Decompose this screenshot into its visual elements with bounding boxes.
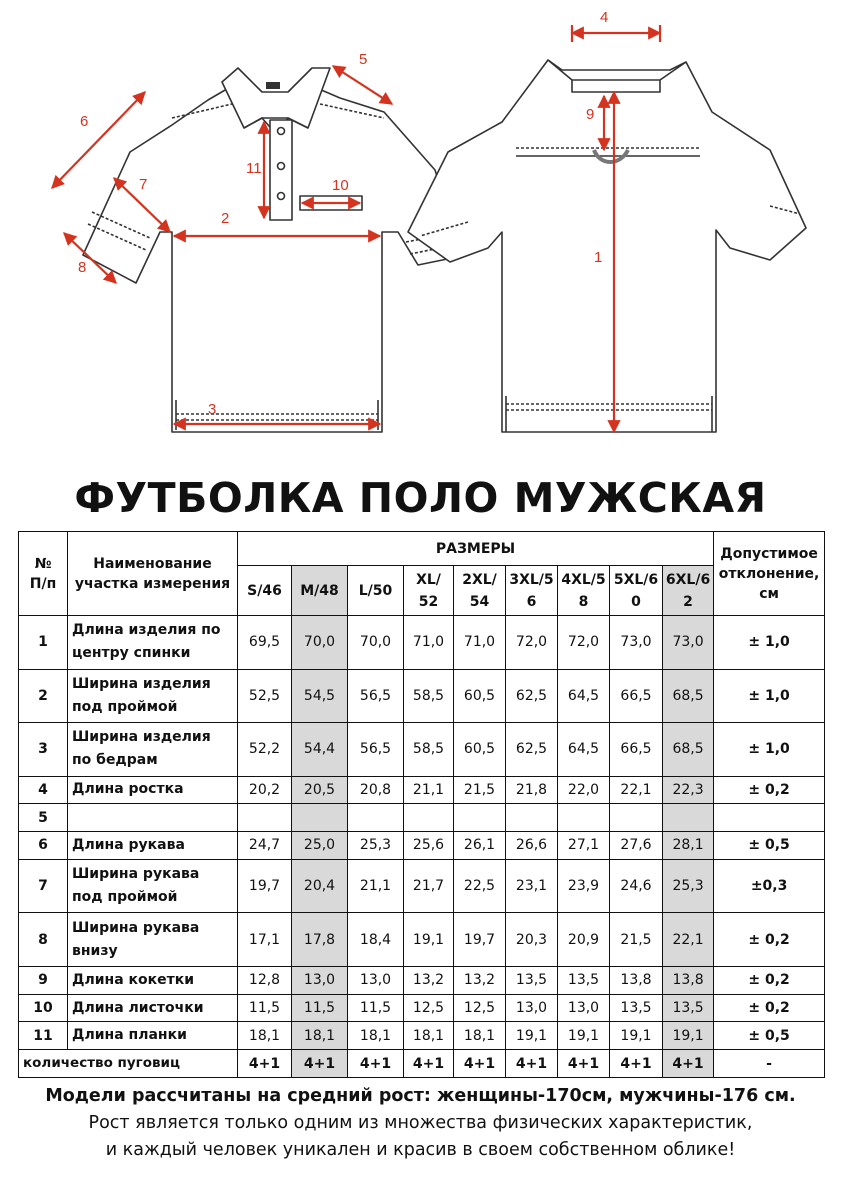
- size-value: 27,1: [558, 832, 610, 860]
- size-value: 71,0: [404, 616, 454, 670]
- buttons-count-label: количество пуговиц: [19, 1050, 238, 1078]
- size-value: 17,8: [292, 913, 348, 967]
- footer-notes: [0, 1083, 841, 1164]
- size-value: 19,1: [404, 913, 454, 967]
- table-row: [19, 913, 825, 967]
- size-value: 66,5: [610, 669, 663, 723]
- size-value: 18,1: [454, 1022, 506, 1050]
- row-number: 8: [19, 913, 68, 967]
- tolerance-value: ± 1,0: [714, 616, 825, 670]
- size-value: 13,5: [558, 966, 610, 994]
- size-value: 21,1: [404, 776, 454, 804]
- size-value: 22,0: [558, 776, 610, 804]
- table-row: [19, 616, 825, 670]
- size-value: 25,3: [348, 832, 404, 860]
- size-value: 18,4: [348, 913, 404, 967]
- size-value: [404, 804, 454, 832]
- size-value: [348, 804, 404, 832]
- label-9: 9: [586, 106, 595, 123]
- size-value: 25,3: [663, 859, 714, 913]
- size-value: 60,5: [454, 669, 506, 723]
- measurement-name: Длина изделия по центру спинки: [68, 616, 238, 670]
- size-value: 18,1: [238, 1022, 292, 1050]
- label-11: 11: [246, 160, 262, 177]
- buttons-count-value: 4+1: [292, 1050, 348, 1078]
- size-value: 22,1: [663, 913, 714, 967]
- size-value: 73,0: [663, 616, 714, 670]
- buttons-count-value: 4+1: [663, 1050, 714, 1078]
- measurement-name: [68, 804, 238, 832]
- size-value: 27,6: [610, 832, 663, 860]
- buttons-count-value: 4+1: [610, 1050, 663, 1078]
- label-3: 3: [208, 401, 217, 418]
- row-number: 7: [19, 859, 68, 913]
- polo-shirt-diagram: [0, 0, 841, 450]
- size-value: 13,0: [506, 994, 558, 1022]
- size-header: M/48: [292, 566, 348, 616]
- measurement-name: Ширина изделия по бедрам: [68, 723, 238, 777]
- tolerance-value: ± 1,0: [714, 669, 825, 723]
- size-value: 26,6: [506, 832, 558, 860]
- size-value: 13,0: [292, 966, 348, 994]
- size-value: 20,8: [348, 776, 404, 804]
- size-value: 56,5: [348, 723, 404, 777]
- label-1: 1: [594, 249, 603, 266]
- size-value: [454, 804, 506, 832]
- size-value: 18,1: [348, 1022, 404, 1050]
- size-value: 12,8: [238, 966, 292, 994]
- size-value: 20,9: [558, 913, 610, 967]
- row-number: 9: [19, 966, 68, 994]
- size-value: 12,5: [454, 994, 506, 1022]
- buttons-count-tolerance: -: [714, 1050, 825, 1078]
- size-value: 72,0: [506, 616, 558, 670]
- table-row: [19, 966, 825, 994]
- header-number: № П/п: [19, 532, 68, 616]
- tolerance-value: ±0,3: [714, 859, 825, 913]
- size-value: 62,5: [506, 669, 558, 723]
- size-value: 11,5: [292, 994, 348, 1022]
- size-value: 24,6: [610, 859, 663, 913]
- size-value: 21,5: [610, 913, 663, 967]
- size-value: 64,5: [558, 723, 610, 777]
- size-value: 52,5: [238, 669, 292, 723]
- size-value: 64,5: [558, 669, 610, 723]
- size-value: 13,8: [663, 966, 714, 994]
- page-title: ФУТБОЛКА ПОЛО МУЖСКАЯ: [74, 474, 767, 522]
- size-value: 20,4: [292, 859, 348, 913]
- table-row: [19, 669, 825, 723]
- size-value: 54,5: [292, 669, 348, 723]
- size-table: [18, 531, 825, 1078]
- tolerance-value: ± 0,2: [714, 776, 825, 804]
- table-body: [19, 616, 825, 1078]
- tolerance-value: ± 0,2: [714, 913, 825, 967]
- size-value: 13,5: [610, 994, 663, 1022]
- table-row: [19, 859, 825, 913]
- size-value: 68,5: [663, 723, 714, 777]
- footer-line-3: и каждый человек уникален и красив в своем собственном облике!: [105, 1140, 736, 1160]
- size-value: 19,7: [238, 859, 292, 913]
- footer-line-1: Модели рассчитаны на средний рост: женщины-170см, мужчины-176 см.: [45, 1086, 796, 1106]
- size-value: 17,1: [238, 913, 292, 967]
- table-row: [19, 776, 825, 804]
- size-value: 13,5: [506, 966, 558, 994]
- size-value: 52,2: [238, 723, 292, 777]
- row-number: 3: [19, 723, 68, 777]
- size-value: 68,5: [663, 669, 714, 723]
- size-value: 25,0: [292, 832, 348, 860]
- size-value: [292, 804, 348, 832]
- size-value: 22,5: [454, 859, 506, 913]
- size-value: 21,5: [454, 776, 506, 804]
- size-value: [238, 804, 292, 832]
- tolerance-value: [714, 804, 825, 832]
- header-tolerance: Допустимое отклонение, см: [714, 532, 825, 616]
- size-value: 58,5: [404, 723, 454, 777]
- buttons-count-value: 4+1: [506, 1050, 558, 1078]
- buttons-count-value: 4+1: [454, 1050, 506, 1078]
- label-8: 8: [78, 259, 87, 276]
- size-value: 21,1: [348, 859, 404, 913]
- measurement-name: Длина рукава: [68, 832, 238, 860]
- size-value: 23,9: [558, 859, 610, 913]
- size-header: S/46: [238, 566, 292, 616]
- measurement-name: Ширина рукава внизу: [68, 913, 238, 967]
- size-value: 56,5: [348, 669, 404, 723]
- buttons-count-row: [19, 1050, 825, 1078]
- footer-line-2: Рост является только одним из множества физических характеристик,: [88, 1113, 753, 1133]
- table-row: [19, 832, 825, 860]
- back-view: [408, 60, 806, 432]
- buttons-count-value: 4+1: [348, 1050, 404, 1078]
- measurement-name: Ширина изделия под проймой: [68, 669, 238, 723]
- size-header: XL/ 52: [404, 566, 454, 616]
- row-number: 11: [19, 1022, 68, 1050]
- size-value: 13,2: [404, 966, 454, 994]
- measurement-name: Длина ростка: [68, 776, 238, 804]
- size-value: 66,5: [610, 723, 663, 777]
- size-value: 70,0: [348, 616, 404, 670]
- size-value: [610, 804, 663, 832]
- label-7: 7: [139, 176, 148, 193]
- measurement-name: Длина планки: [68, 1022, 238, 1050]
- size-value: 20,5: [292, 776, 348, 804]
- size-value: 60,5: [454, 723, 506, 777]
- label-10: 10: [332, 177, 349, 194]
- front-view: [83, 68, 462, 432]
- size-value: 11,5: [238, 994, 292, 1022]
- row-number: 2: [19, 669, 68, 723]
- table-row: [19, 1022, 825, 1050]
- tolerance-value: ± 1,0: [714, 723, 825, 777]
- size-value: 71,0: [454, 616, 506, 670]
- size-value: 20,3: [506, 913, 558, 967]
- table-row: [19, 723, 825, 777]
- label-4: 4: [600, 9, 609, 26]
- tolerance-value: ± 0,5: [714, 1022, 825, 1050]
- size-value: 21,7: [404, 859, 454, 913]
- size-value: 28,1: [663, 832, 714, 860]
- size-value: 23,1: [506, 859, 558, 913]
- size-value: 62,5: [506, 723, 558, 777]
- header-sizes-group: РАЗМЕРЫ: [238, 532, 714, 566]
- size-header: 6XL/6 2: [663, 566, 714, 616]
- size-value: 26,1: [454, 832, 506, 860]
- size-value: 72,0: [558, 616, 610, 670]
- size-value: 19,1: [663, 1022, 714, 1050]
- size-header: 3XL/5 6: [506, 566, 558, 616]
- buttons-count-value: 4+1: [558, 1050, 610, 1078]
- size-value: 70,0: [292, 616, 348, 670]
- measurement-name: Длина кокетки: [68, 966, 238, 994]
- size-header: 4XL/5 8: [558, 566, 610, 616]
- size-value: 18,1: [404, 1022, 454, 1050]
- tolerance-value: ± 0,2: [714, 966, 825, 994]
- buttons-count-value: 4+1: [404, 1050, 454, 1078]
- row-number: 5: [19, 804, 68, 832]
- size-header: L/50: [348, 566, 404, 616]
- label-5: 5: [359, 51, 368, 68]
- row-number: 1: [19, 616, 68, 670]
- size-value: 12,5: [404, 994, 454, 1022]
- size-value: 24,7: [238, 832, 292, 860]
- size-value: 19,7: [454, 913, 506, 967]
- row-number: 10: [19, 994, 68, 1022]
- size-value: 22,1: [610, 776, 663, 804]
- size-value: 13,0: [348, 966, 404, 994]
- size-value: 19,1: [558, 1022, 610, 1050]
- size-value: 13,2: [454, 966, 506, 994]
- size-value: 25,6: [404, 832, 454, 860]
- size-value: 11,5: [348, 994, 404, 1022]
- size-value: 69,5: [238, 616, 292, 670]
- size-value: 54,4: [292, 723, 348, 777]
- size-header: 5XL/6 0: [610, 566, 663, 616]
- measurement-name: Ширина рукава под проймой: [68, 859, 238, 913]
- tolerance-value: ± 0,2: [714, 994, 825, 1022]
- table-header: [19, 532, 825, 616]
- size-value: 19,1: [610, 1022, 663, 1050]
- size-header: 2XL/ 54: [454, 566, 506, 616]
- measurement-name: Длина листочки: [68, 994, 238, 1022]
- size-value: 13,5: [663, 994, 714, 1022]
- size-value: [558, 804, 610, 832]
- size-value: 13,8: [610, 966, 663, 994]
- table-row: [19, 994, 825, 1022]
- size-value: 13,0: [558, 994, 610, 1022]
- tolerance-value: ± 0,5: [714, 832, 825, 860]
- size-value: 21,8: [506, 776, 558, 804]
- row-number: 4: [19, 776, 68, 804]
- label-2: 2: [221, 210, 230, 227]
- size-value: 19,1: [506, 1022, 558, 1050]
- size-value: [663, 804, 714, 832]
- size-value: 73,0: [610, 616, 663, 670]
- header-name: Наименование участка измерения: [68, 532, 238, 616]
- buttons-count-value: 4+1: [238, 1050, 292, 1078]
- row-number: 6: [19, 832, 68, 860]
- size-value: 58,5: [404, 669, 454, 723]
- table-row: [19, 804, 825, 832]
- size-value: 22,3: [663, 776, 714, 804]
- size-value: 20,2: [238, 776, 292, 804]
- size-value: [506, 804, 558, 832]
- size-value: 18,1: [292, 1022, 348, 1050]
- label-6: 6: [80, 113, 89, 130]
